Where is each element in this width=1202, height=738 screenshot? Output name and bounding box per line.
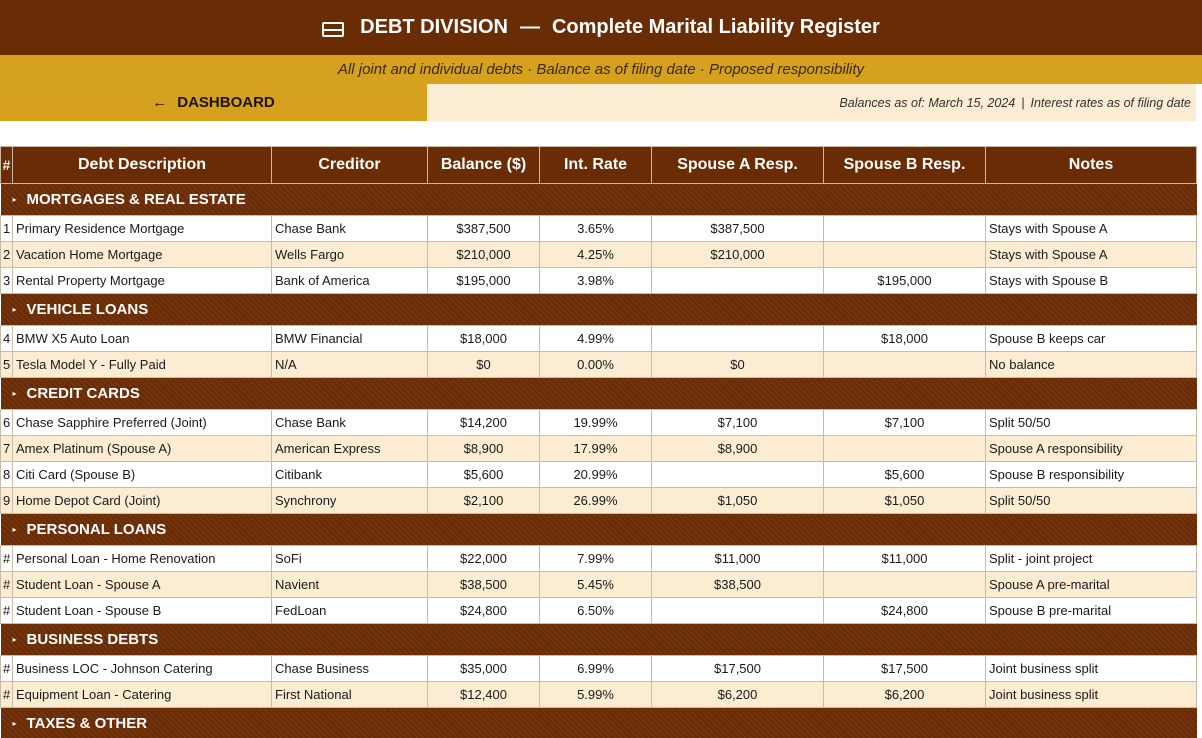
- cell-spouse-b[interactable]: [824, 352, 986, 378]
- table-row[interactable]: [1, 410, 1197, 436]
- expand-triangle-icon[interactable]: ▸: [12, 389, 17, 398]
- cell-creditor[interactable]: SoFi: [272, 546, 428, 572]
- cell-description[interactable]: Personal Loan - Home Renovation: [13, 546, 272, 572]
- cell-spouse-b[interactable]: [824, 216, 986, 242]
- cell-notes[interactable]: Stays with Spouse A: [986, 216, 1197, 242]
- category-cell: [1, 184, 1197, 216]
- as-of-note: [427, 84, 1196, 121]
- cell-creditor[interactable]: N/A: [272, 352, 428, 378]
- cell-rate[interactable]: 4.99%: [540, 326, 652, 352]
- table-row[interactable]: [1, 352, 1197, 378]
- cell-spouse-b[interactable]: $24,800: [824, 598, 986, 624]
- column-header-notes[interactable]: Notes: [986, 147, 1197, 184]
- cell-rate[interactable]: 6.99%: [540, 656, 652, 682]
- expand-triangle-icon[interactable]: ▸: [12, 635, 17, 644]
- cell-creditor[interactable]: Bank of America: [272, 268, 428, 294]
- cell-balance[interactable]: $22,000: [428, 546, 540, 572]
- category-cell: [1, 378, 1197, 410]
- cell-spouse-a[interactable]: [652, 326, 824, 352]
- cell-number[interactable]: #: [1, 682, 13, 708]
- cell-balance[interactable]: $38,500: [428, 572, 540, 598]
- cell-description[interactable]: Student Loan - Spouse B: [13, 598, 272, 624]
- cell-balance[interactable]: $14,200: [428, 410, 540, 436]
- cell-creditor[interactable]: Wells Fargo: [272, 242, 428, 268]
- credit-card-icon: [322, 22, 344, 37]
- cell-number[interactable]: #: [1, 598, 13, 624]
- category-cell: [1, 514, 1197, 546]
- cell-balance[interactable]: $35,000: [428, 656, 540, 682]
- category-label: MORTGAGES & REAL ESTATE: [26, 191, 246, 208]
- column-header-creditor[interactable]: Creditor: [272, 147, 428, 184]
- category-row[interactable]: [1, 514, 1197, 546]
- nav-row: [0, 84, 1202, 121]
- table-body: [1, 184, 1197, 738]
- cell-notes[interactable]: Stays with Spouse B: [986, 268, 1197, 294]
- expand-triangle-icon[interactable]: ▸: [12, 525, 17, 534]
- category-row[interactable]: [1, 708, 1197, 738]
- cell-rate[interactable]: 5.99%: [540, 682, 652, 708]
- cell-spouse-b[interactable]: $195,000: [824, 268, 986, 294]
- cell-notes[interactable]: Split - joint project: [986, 546, 1197, 572]
- cell-description[interactable]: Home Depot Card (Joint): [13, 488, 272, 514]
- cell-spouse-a[interactable]: $11,000: [652, 546, 824, 572]
- cell-description[interactable]: BMW X5 Auto Loan: [13, 326, 272, 352]
- cell-balance[interactable]: $387,500: [428, 216, 540, 242]
- cell-description[interactable]: Equipment Loan - Catering: [13, 682, 272, 708]
- category-label: PERSONAL LOANS: [26, 521, 167, 538]
- cell-number[interactable]: #: [1, 546, 13, 572]
- cell-rate[interactable]: 4.25%: [540, 242, 652, 268]
- table-row[interactable]: [1, 462, 1197, 488]
- category-row[interactable]: [1, 378, 1197, 410]
- cell-rate[interactable]: 17.99%: [540, 436, 652, 462]
- cell-balance[interactable]: $2,100: [428, 488, 540, 514]
- cell-spouse-b[interactable]: $6,200: [824, 682, 986, 708]
- table-row[interactable]: [1, 216, 1197, 242]
- column-header-rate[interactable]: Int. Rate: [540, 147, 652, 184]
- cell-number[interactable]: 6: [1, 410, 13, 436]
- title-main: DEBT DIVISION: [360, 16, 508, 38]
- cell-creditor[interactable]: FedLoan: [272, 598, 428, 624]
- column-header-number[interactable]: #: [1, 147, 13, 184]
- cell-rate[interactable]: 19.99%: [540, 410, 652, 436]
- cell-creditor[interactable]: BMW Financial: [272, 326, 428, 352]
- cell-number[interactable]: 2: [1, 242, 13, 268]
- cell-spouse-b[interactable]: [824, 436, 986, 462]
- cell-number[interactable]: #: [1, 656, 13, 682]
- column-header-description[interactable]: Debt Description: [13, 147, 272, 184]
- cell-notes[interactable]: Split 50/50: [986, 410, 1197, 436]
- cell-balance[interactable]: $5,600: [428, 462, 540, 488]
- table-row[interactable]: [1, 682, 1197, 708]
- table-row[interactable]: [1, 546, 1197, 572]
- category-cell: [1, 708, 1197, 738]
- cell-spouse-a[interactable]: [652, 268, 824, 294]
- cell-spouse-a[interactable]: $1,050: [652, 488, 824, 514]
- cell-creditor[interactable]: Chase Business: [272, 656, 428, 682]
- cell-rate[interactable]: 3.98%: [540, 268, 652, 294]
- liability-table: [0, 146, 1197, 738]
- cell-rate[interactable]: 0.00%: [540, 352, 652, 378]
- cell-notes[interactable]: Spouse B keeps car: [986, 326, 1197, 352]
- cell-balance[interactable]: $0: [428, 352, 540, 378]
- cell-rate[interactable]: 6.50%: [540, 598, 652, 624]
- column-header-balance[interactable]: Balance ($): [428, 147, 540, 184]
- title-sub: Complete Marital Liability Register: [551, 16, 880, 38]
- cell-spouse-a[interactable]: $8,900: [652, 436, 824, 462]
- cell-number[interactable]: #: [1, 572, 13, 598]
- cell-number[interactable]: 8: [1, 462, 13, 488]
- category-label: BUSINESS DEBTS: [26, 631, 159, 648]
- cell-spouse-b[interactable]: $17,500: [824, 656, 986, 682]
- cell-creditor[interactable]: Citibank: [272, 462, 428, 488]
- cell-notes[interactable]: Spouse A responsibility: [986, 436, 1197, 462]
- table-row[interactable]: [1, 488, 1197, 514]
- category-label: TAXES & OTHER: [26, 715, 148, 733]
- subtitle-text: All joint and individual debts · Balance as of filing date · Proposed responsibility: [337, 61, 865, 78]
- cell-creditor[interactable]: Navient: [272, 572, 428, 598]
- cell-spouse-a[interactable]: $387,500: [652, 216, 824, 242]
- cell-spouse-b[interactable]: $18,000: [824, 326, 986, 352]
- cell-spouse-b[interactable]: $7,100: [824, 410, 986, 436]
- subtitle-bar: [0, 55, 1202, 84]
- table-row[interactable]: [1, 242, 1197, 268]
- category-cell: [1, 294, 1197, 326]
- cell-spouse-a[interactable]: [652, 462, 824, 488]
- category-label: VEHICLE LOANS: [26, 301, 149, 318]
- expand-triangle-icon[interactable]: ▸: [12, 719, 17, 729]
- cell-spouse-a[interactable]: $17,500: [652, 656, 824, 682]
- table-row[interactable]: [1, 268, 1197, 294]
- title-bar: [0, 0, 1202, 55]
- cell-balance[interactable]: $12,400: [428, 682, 540, 708]
- header-row: [1, 147, 1197, 184]
- cell-rate[interactable]: 7.99%: [540, 546, 652, 572]
- cell-creditor[interactable]: Synchrony: [272, 488, 428, 514]
- cell-creditor[interactable]: First National: [272, 682, 428, 708]
- cell-notes[interactable]: Spouse B responsibility: [986, 462, 1197, 488]
- cell-notes[interactable]: No balance: [986, 352, 1197, 378]
- category-row[interactable]: [1, 294, 1197, 326]
- cell-notes[interactable]: Spouse A pre-marital: [986, 572, 1197, 598]
- dashboard-button[interactable]: [0, 84, 427, 121]
- rate-date-text: Interest rates as of filing date: [1030, 95, 1191, 110]
- cell-spouse-b[interactable]: [824, 572, 986, 598]
- cell-spouse-b[interactable]: $11,000: [824, 546, 986, 572]
- cell-spouse-b[interactable]: $1,050: [824, 488, 986, 514]
- cell-number[interactable]: 4: [1, 326, 13, 352]
- cell-description[interactable]: Citi Card (Spouse B): [13, 462, 272, 488]
- cell-number[interactable]: 5: [1, 352, 13, 378]
- cell-creditor[interactable]: American Express: [272, 436, 428, 462]
- expand-triangle-icon[interactable]: ▸: [12, 195, 17, 204]
- cell-spouse-a[interactable]: [652, 598, 824, 624]
- cell-spouse-a[interactable]: $210,000: [652, 242, 824, 268]
- cell-description[interactable]: Amex Platinum (Spouse A): [13, 436, 272, 462]
- cell-creditor[interactable]: Chase Bank: [272, 216, 428, 242]
- cell-spouse-b[interactable]: $5,600: [824, 462, 986, 488]
- cell-rate[interactable]: 5.45%: [540, 572, 652, 598]
- expand-triangle-icon[interactable]: ▸: [12, 305, 17, 314]
- cell-balance[interactable]: $195,000: [428, 268, 540, 294]
- cell-rate[interactable]: 3.65%: [540, 216, 652, 242]
- table-row[interactable]: [1, 598, 1197, 624]
- cell-notes[interactable]: Joint business split: [986, 656, 1197, 682]
- table-row[interactable]: [1, 572, 1197, 598]
- table-row[interactable]: [1, 656, 1197, 682]
- cell-notes[interactable]: Joint business split: [986, 682, 1197, 708]
- cell-notes[interactable]: Stays with Spouse A: [986, 242, 1197, 268]
- cell-number[interactable]: 7: [1, 436, 13, 462]
- cell-spouse-a[interactable]: $38,500: [652, 572, 824, 598]
- cell-creditor[interactable]: Chase Bank: [272, 410, 428, 436]
- dashboard-label: DASHBOARD: [177, 94, 275, 111]
- cell-rate[interactable]: 26.99%: [540, 488, 652, 514]
- cell-description[interactable]: Rental Property Mortgage: [13, 268, 272, 294]
- category-cell: [1, 624, 1197, 656]
- cell-spouse-b[interactable]: [824, 242, 986, 268]
- as-of-separator: |: [1021, 95, 1025, 110]
- cell-balance[interactable]: $210,000: [428, 242, 540, 268]
- cell-description[interactable]: Primary Residence Mortgage: [13, 216, 272, 242]
- cell-spouse-a[interactable]: $0: [652, 352, 824, 378]
- cell-rate[interactable]: 20.99%: [540, 462, 652, 488]
- cell-notes[interactable]: Split 50/50: [986, 488, 1197, 514]
- table-row[interactable]: [1, 436, 1197, 462]
- balance-date-text: Balances as of: March 15, 2024: [839, 95, 1016, 110]
- column-header-spouse-a[interactable]: Spouse A Resp.: [652, 147, 824, 184]
- cell-description[interactable]: Student Loan - Spouse A: [13, 572, 272, 598]
- table-row[interactable]: [1, 326, 1197, 352]
- cell-spouse-a[interactable]: $6,200: [652, 682, 824, 708]
- category-label: CREDIT CARDS: [26, 385, 140, 402]
- category-row[interactable]: [1, 184, 1197, 216]
- arrow-left-icon: ←: [152, 94, 168, 111]
- category-row[interactable]: [1, 624, 1197, 656]
- cell-description[interactable]: Business LOC - Johnson Catering: [13, 656, 272, 682]
- cell-spouse-a[interactable]: $7,100: [652, 410, 824, 436]
- cell-notes[interactable]: Spouse B pre-marital: [986, 598, 1197, 624]
- cell-description[interactable]: Chase Sapphire Preferred (Joint): [13, 410, 272, 436]
- cell-balance[interactable]: $24,800: [428, 598, 540, 624]
- cell-description[interactable]: Vacation Home Mortgage: [13, 242, 272, 268]
- cell-number[interactable]: 3: [1, 268, 13, 294]
- column-header-spouse-b[interactable]: Spouse B Resp.: [824, 147, 986, 184]
- cell-number[interactable]: 1: [1, 216, 13, 242]
- cell-description[interactable]: Tesla Model Y - Fully Paid: [13, 352, 272, 378]
- cell-balance[interactable]: $18,000: [428, 326, 540, 352]
- cell-number[interactable]: 9: [1, 488, 13, 514]
- title-separator: —: [519, 16, 540, 38]
- cell-balance[interactable]: $8,900: [428, 436, 540, 462]
